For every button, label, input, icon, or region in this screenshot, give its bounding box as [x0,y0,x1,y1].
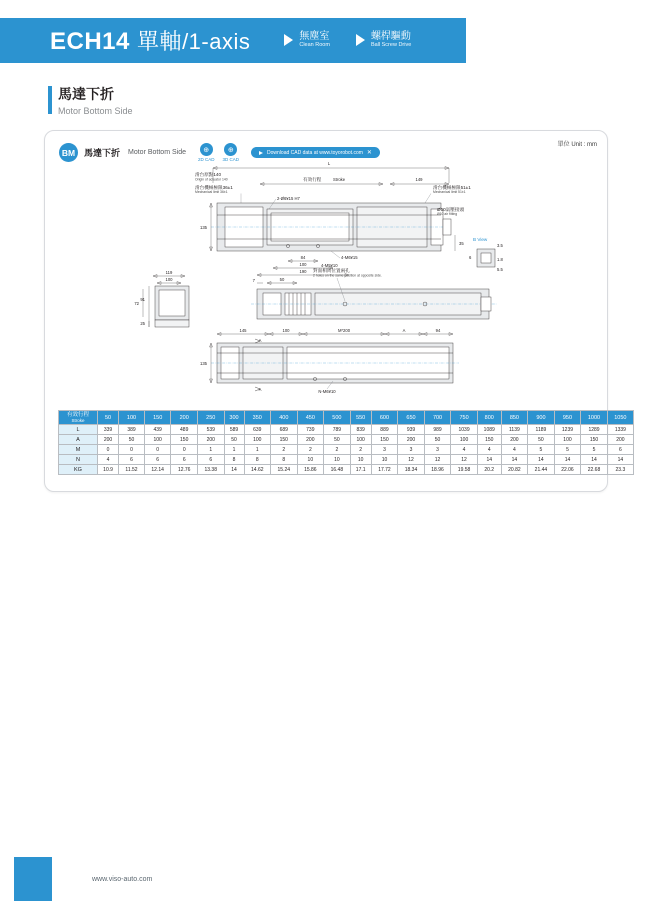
table-row [59,425,634,435]
table-cell: 15.24 [271,465,298,475]
table-cell: 2 [271,445,298,455]
dim-190: 190 [299,269,307,274]
section-title-en: Motor Bottom Side [58,106,133,116]
b-view-dim-1: 3.5 [497,243,503,248]
table-cell: 0 [144,445,171,455]
dim-M200: M*200 [337,328,351,333]
table-cell: 50 [424,435,451,445]
table-cell: 12 [451,455,478,465]
table-cell: 21.44 [528,465,555,475]
section-accent-bar [48,86,52,114]
page-title [50,25,250,56]
table-cell: 839 [350,425,371,435]
table-cell: 0 [119,445,145,455]
table-cell: 339 [98,425,119,435]
table-header-cell: 350 [244,411,271,425]
table-cell: 13.38 [197,465,224,475]
air-fitting-cn: Ø10氣壓接頭 [437,207,465,212]
table-cell: 1 [224,445,244,455]
bm-title-cn: 馬達下折 [84,148,121,158]
table-cell: 8 [224,455,244,465]
dim-7: 7 [252,278,255,283]
table-cell: 489 [171,425,198,435]
bm-title-en: Motor Bottom Side [128,149,186,156]
table-header-cell: 50 [98,411,119,425]
table-header-cell: 100 [119,411,145,425]
table-cell: 200 [98,435,119,445]
side-note-en: 2 holes on the same position at opposite side. [313,273,382,278]
dim-100-bottom: 100 [282,328,290,333]
table-row [59,455,634,465]
table-cell: 6 [607,445,633,455]
table-cell: 8 [271,455,298,465]
header-features [284,32,411,48]
table-cell: 150 [171,435,198,445]
play-triangle-icon [356,34,365,46]
hole-2d6-label: 2-Ø6¥15 H7 [277,196,300,201]
table-cell: 12 [424,455,451,465]
table-cell: 18.96 [424,465,451,475]
table-cell: 889 [371,425,398,435]
dim-119: 119 [165,270,173,275]
page-header [0,18,466,63]
table-cell: 10 [297,455,324,465]
table-cell: 15.86 [297,465,324,475]
mech-limit-right-en: Mechanical limit 51±1 [433,190,466,194]
dim-35: 35 [459,241,464,246]
table-cell: 200 [501,435,528,445]
table-cell: 6 [144,455,171,465]
table-cell: 2 [297,445,324,455]
dim-50: 50 [279,277,285,282]
table-header-cell: 800 [477,411,501,425]
table-cell: 50 [119,435,145,445]
table-cell: 12.76 [171,465,198,475]
table-cell: 539 [197,425,224,435]
row-label: N [59,455,98,465]
table-cell: 1339 [607,425,633,435]
table-cell: 11.52 [119,465,145,475]
table-cell: 3 [424,445,451,455]
dim-91: 91 [140,297,145,302]
axis-en: /1-axis [182,29,251,54]
table-cell: 4 [477,445,501,455]
table-cell: 10.9 [98,465,119,475]
table-cell: 1089 [477,425,501,435]
table-cell: 4 [501,445,528,455]
table-cell: 14 [581,455,608,465]
cad-2d-label: 2D CAD [197,157,215,162]
cad-3d-label: 3D CAD [222,157,240,162]
table-cell: 10 [350,455,371,465]
cad-3d-icon[interactable]: ⊕ [224,143,237,156]
dim-100-side: 100 [165,277,173,282]
table-cell: 20.2 [477,465,501,475]
table-cell: 6 [197,455,224,465]
table-row [59,435,634,445]
dim-94: 94 [435,328,441,333]
table-cell: 12.14 [144,465,171,475]
table-cell: 17.72 [371,465,398,475]
table-cell: 200 [607,435,633,445]
table-header-cell: 250 [197,411,224,425]
table-cell: 16.48 [324,465,351,475]
table-cell: 389 [119,425,145,435]
row-label: KG [59,465,98,475]
table-cell: 10 [324,455,351,465]
table-cell: 150 [477,435,501,445]
section-title [48,84,133,116]
table-header-cell: 650 [398,411,425,425]
table-cell: 100 [350,435,371,445]
row-label: A [59,435,98,445]
table-header-cell: 550 [350,411,371,425]
table-cell: 4 [98,455,119,465]
table-cell: 2 [350,445,371,455]
table-cell: 50 [224,435,244,445]
footer-accent-block [14,857,52,901]
table-cell: 14.62 [244,465,271,475]
table-cell: 17.1 [350,465,371,475]
dim-A: A [402,328,406,333]
origin-label-en: Origin of actuator 140 [195,177,228,182]
table-cell: 50 [528,435,555,445]
table-header-cell: 400 [271,411,298,425]
dim-135-top: 135 [200,225,207,230]
table-cell: 1 [244,445,271,455]
axis-cn: 單軸 [137,29,183,54]
table-cell: 100 [554,435,581,445]
dim-100-top: 100 [299,262,307,267]
dim-135-bottom: 135 [200,361,207,366]
section-title-cn: 馬達下折 [58,86,114,102]
dim-84: 84 [300,255,306,260]
table-header-cell: 950 [554,411,581,425]
play-triangle-icon [284,34,293,46]
table-cell: 1189 [528,425,555,435]
table-cell: 14 [501,455,528,465]
download-cad-label: Download CAD data at www.toyorobot.com [267,149,363,156]
table-cell: 100 [244,435,271,445]
table-cell: 3 [398,445,425,455]
table-header-row [59,411,634,425]
table-header-cell: 200 [171,411,198,425]
table-cell: 739 [297,425,324,435]
dim-145: 145 [239,328,247,333]
hole-4m5-label: 4-M5¥10 [321,263,338,268]
table-header-cell: 450 [297,411,324,425]
section-mark-a-2: A [258,387,262,392]
model-name: ECH14 [50,28,130,55]
hole-4m6-label: 4-M6¥15 [341,255,358,260]
table-cell: 10 [371,455,398,465]
table-cell: 8 [244,455,271,465]
close-icon[interactable]: ✕ [366,150,372,156]
table-cell: 14 [554,455,581,465]
b-view-title: B View [473,237,488,242]
dim-25: 25 [140,321,145,326]
table-cell: 12 [398,455,425,465]
table-cell: 989 [424,425,451,435]
table-cell: 14 [477,455,501,465]
table-cell: 1039 [451,425,478,435]
table-cell: 200 [297,435,324,445]
mech-limit-left-en: Mechanical limit 36±1 [195,190,228,194]
table-cell: 14 [224,465,244,475]
b-view-dim-3: 1.8 [497,257,503,262]
table-header-cell: 1050 [607,411,633,425]
table-cell: 150 [271,435,298,445]
hole-nm6-label: N-M6¥10 [318,389,336,394]
unit-label: 單位 Unit : mm [557,142,597,148]
table-cell: 6 [119,455,145,465]
dim-72: 72 [134,301,139,306]
table-header-cell: 300 [224,411,244,425]
table-header-cell: 700 [424,411,451,425]
table-header-cell: 1000 [581,411,608,425]
table-cell: 19.58 [451,465,478,475]
table-cell: 100 [144,435,171,445]
table-cell: 1 [197,445,224,455]
origin-label-cn: 滑台原點140 [195,172,222,177]
table-cell: 1239 [554,425,581,435]
table-cell: 5 [528,445,555,455]
table-cell: 939 [398,425,425,435]
air-fitting-en: Ø10 air fitting [437,212,458,216]
table-cell: 22.68 [581,465,608,475]
feature-clean-room-en: Clean Room [299,41,330,48]
table-cell: 6 [171,455,198,465]
dim-149: 149 [415,177,423,182]
b-view-dim-4: 5.5 [497,267,503,272]
side-note-cn: 對面相同位置兩孔 [313,268,350,273]
table-cell: 0 [171,445,198,455]
row-label: L [59,425,98,435]
table-cell: 14 [607,455,633,465]
table-cell: 789 [324,425,351,435]
table-header-cell: 850 [501,411,528,425]
table-cell: 689 [271,425,298,435]
table-cell: 1139 [501,425,528,435]
dim-L: L [327,161,331,166]
table-cell: 5 [554,445,581,455]
table-cell: 2 [324,445,351,455]
table-cell: 1289 [581,425,608,435]
feature-ball-screw-cn: 螺桿驅動 [370,31,411,43]
table-cell: 589 [224,425,244,435]
mech-limit-right-cn: 滑台機械極限51±1 [433,185,471,190]
table-row [59,445,634,455]
table-cell: 4 [451,445,478,455]
feature-clean-room [284,32,330,48]
stroke-label-en: Stroke [333,177,346,182]
feature-ball-screw [356,32,411,48]
table-cell: 5 [581,445,608,455]
table-cell: 3 [371,445,398,455]
b-view-dim-2: 6 [469,255,472,260]
table-cell: 200 [197,435,224,445]
table-cell: 18.34 [398,465,425,475]
table-header-cell: 150 [144,411,171,425]
footer-url: www.viso-auto.com [92,876,153,883]
table-header-cell: 500 [324,411,351,425]
table-header-cell: 600 [371,411,398,425]
table-cell: 639 [244,425,271,435]
feature-clean-room-cn: 無塵室 [299,31,330,43]
table-header-stroke: 有效行程 Stroke [59,411,98,425]
table-cell: 14 [528,455,555,465]
table-cell: 20.82 [501,465,528,475]
spec-table [58,410,634,475]
row-label: M [59,445,98,455]
table-header-cell: 900 [528,411,555,425]
bm-badge: BM [59,143,78,162]
table-row [59,465,634,475]
table-cell: 200 [398,435,425,445]
table-header-cell: 750 [451,411,478,425]
mech-limit-left-cn: 滑台機械極限36±1 [195,185,233,190]
table-cell: 23.3 [607,465,633,475]
table-cell: 22.06 [554,465,581,475]
table-cell: 0 [98,445,119,455]
table-cell: 150 [581,435,608,445]
feature-ball-screw-en: Ball Screw Drive [370,41,412,48]
section-mark-a-1: A [258,338,262,343]
table-cell: 100 [451,435,478,445]
table-cell: 50 [324,435,351,445]
stroke-label-cn: 有效行程 [303,177,322,182]
table-cell: 439 [144,425,171,435]
table-cell: 150 [371,435,398,445]
cad-2d-icon[interactable]: ⊕ [200,143,213,156]
